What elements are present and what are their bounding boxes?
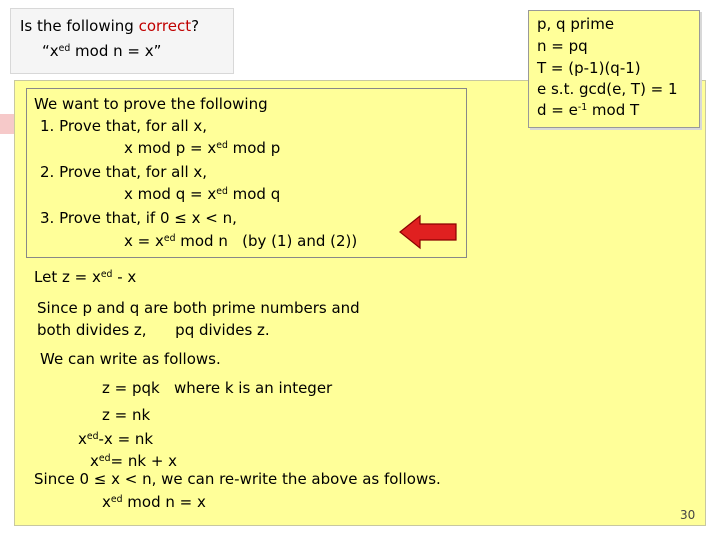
definition-t: T = (p-1)(q-1)	[537, 59, 641, 77]
proof-let: Let $z = x^{ed} - x$	[34, 268, 137, 286]
proof-eq-3: $x^{ed}-x$ = nk	[78, 430, 154, 448]
proof-rewrite: Since 0 ≤ x < n, we can re-write the above as follows.	[34, 470, 441, 488]
proof-since-line-1: Since p and q are both prime numbers and	[37, 299, 360, 317]
goal-step-1-formula: x mod $p = x^{ed}$ mod p	[124, 139, 281, 157]
goal-step-3-formula: $x = x^{ed}$ mod n (by (1) and (2))	[124, 232, 358, 250]
question-line: Is the following correct?	[20, 17, 200, 35]
goal-step-1: 1. Prove that, for all x,	[40, 117, 208, 135]
question-accent: correct	[138, 17, 192, 35]
goal-step-3: 3. Prove that, if 0 ≤ x < n,	[40, 209, 237, 227]
definition-primes: p, q prime	[537, 15, 615, 33]
proof-write: We can write as follows.	[40, 350, 221, 368]
left-arrow-icon	[398, 214, 458, 250]
proof-final: $x^{ed}$ mod n = x	[102, 493, 206, 511]
definition-e: e s.t. gcd(e, T) = 1	[537, 80, 678, 98]
proof-eq-4: $x^{ed}=$ nk + x	[90, 452, 178, 470]
definition-n: n = pq	[537, 37, 588, 55]
goal-step-2-formula: x mod $q = x^{ed}$ mod q	[124, 185, 281, 203]
page-number: 30	[680, 508, 696, 522]
question-formula: “$x^{ed}$ mod n = x”	[42, 42, 162, 60]
proof-since-line-2: both divides z, pq divides z.	[37, 321, 270, 339]
definition-d: $d = e^{-1}$ mod T	[537, 101, 640, 119]
proof-eq-1: z = pqk where k is an integer	[102, 379, 333, 397]
proof-eq-2: z = nk	[102, 406, 151, 424]
goal-heading: We want to prove the following	[34, 95, 268, 113]
goal-step-2: 2. Prove that, for all x,	[40, 163, 208, 181]
